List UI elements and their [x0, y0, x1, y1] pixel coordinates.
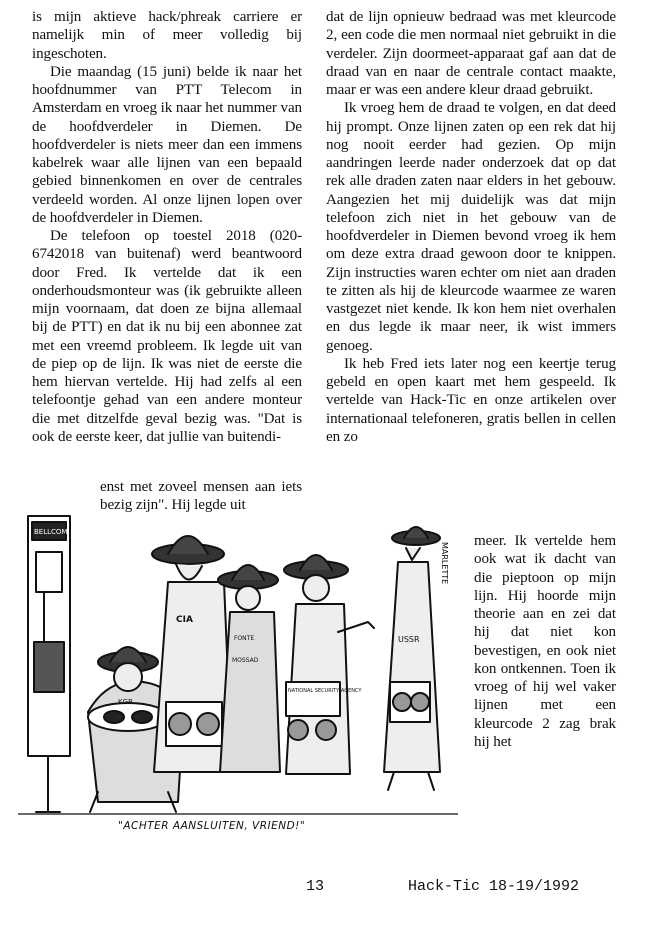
left-column-continuation: [100, 478, 302, 515]
paragraph: dat de lijn opnieuw bedraad was met kleurcode 2, een code die men normaal niet gebruikt in die verdeler. Zijn doormeet-apparaat gaf aan dat de draad van en naar de centrale contact maakte, maar er was een andere kleur draad gebruikt.: [326, 9, 616, 98]
cartoon-illustration: [18, 512, 458, 832]
ussr-label: USSR: [398, 635, 420, 644]
artist-signature: MARLETTE: [440, 542, 449, 585]
mossad-label: MOSSAD: [232, 657, 259, 664]
paragraph: meer. Ik vertelde hem ook wat ik dacht van die pieptoon op mijn lijn. Hij hoorde mijn theorie aan en zei dat hij dat niet kon bevestigen, en ook niet kon ontkennen. Toen ik vroeg of hij wel vaker lijnen met een kleurcode 2 zag brak hij het: [474, 533, 616, 750]
paragraph: De telefoon op toestel 2018 (020-6742018 van buitenaf) werd beantwoord door Fred. Ik vertelde dat ik een onderhoudsmonteur was (ik gebruikte alleen mijn voornaam, dat doen ze bijna allemaal bij de PTT) en dat ik nu bij een abonnee zat met een vreemd probleem. Ik legde uit van de piep op de lijn. Ik was niet de eerste die hem hiervan vertelde. Hij had zelfs al een telefoontje gehad van een andere monteur die met ditzelfde geval bezig was. "Dat is ook de eerste keer, dat jullie van buitendi-: [32, 228, 302, 445]
cia-spy: [152, 536, 232, 772]
nsa-label: NATIONAL SECURITY AGENCY: [288, 688, 362, 694]
nsa-spy: [284, 555, 374, 774]
left-column: [32, 8, 302, 446]
fonte-label: FONTE: [234, 635, 255, 642]
mossad-spy: [218, 565, 280, 772]
right-column: [326, 8, 616, 446]
right-column-continuation: [474, 532, 616, 751]
bellcom-sign: BELLCOM: [34, 528, 68, 536]
paragraph: Die maandag (15 juni) belde ik naar het hoofdnummer van PTT Telecom in Amsterdam en vroeg ik naar het nummer van de hoofdverdeler in Diemen. De hoofdverdeler is niets meer dan een immens kabelrek waar alle lijnen van een bepaald gebied binnenkomen en over de centrales verdeeld worden. Al onze lijnen lopen over de hoofdverdeler in Diemen.: [32, 63, 302, 226]
phone-booth: [28, 516, 70, 812]
paragraph: is mijn aktieve hack/phreak carriere er namelijk min of meer volledig bij ingeschoten.: [32, 9, 302, 62]
cia-label: CIA: [176, 615, 193, 625]
cartoon-caption: "ACHTER AANSLUITEN, VRIEND!": [118, 820, 306, 832]
ussr-spy: [384, 527, 440, 790]
paragraph: enst met zoveel mensen aan iets bezig zijn". Hij legde uit: [100, 479, 302, 514]
publication-label: Hack-Tic 18-19/1992: [408, 878, 580, 895]
kgb-label: KGB: [118, 698, 133, 706]
page-number: 13: [306, 878, 325, 895]
paragraph: Ik heb Fred iets later nog een keertje terug gebeld en open kaart met hem gespeeld. Ik vertelde van Hack-Tic en onze artikelen over internationaal telefoneren, gratis bellen in cellen en zo: [326, 355, 616, 445]
paragraph: Ik vroeg hem de draad te volgen, en dat deed hij prompt. Onze lijnen zaten op een rek dat hij nog nooit eerder had gezien. Op mijn aandringen leerde nader onderzoek dat op dat rek alle draden zaten naar elders in het gebouw. Aangezien het mij duidelijk was dat mijn telefoon zich niet in het gebouw van de hoofdverdeler in Diemen bevond vroeg ik hem om deze extra draad gewoon door te knippen. Zijn instructies waren echter om niet aan draden te zitten als hij de kleurcode waarmee ze waren vastgezet niet kende. Ik kon hem niet overhalen en dus legde ik maar neer, ik wist immers genoeg.: [326, 100, 616, 354]
